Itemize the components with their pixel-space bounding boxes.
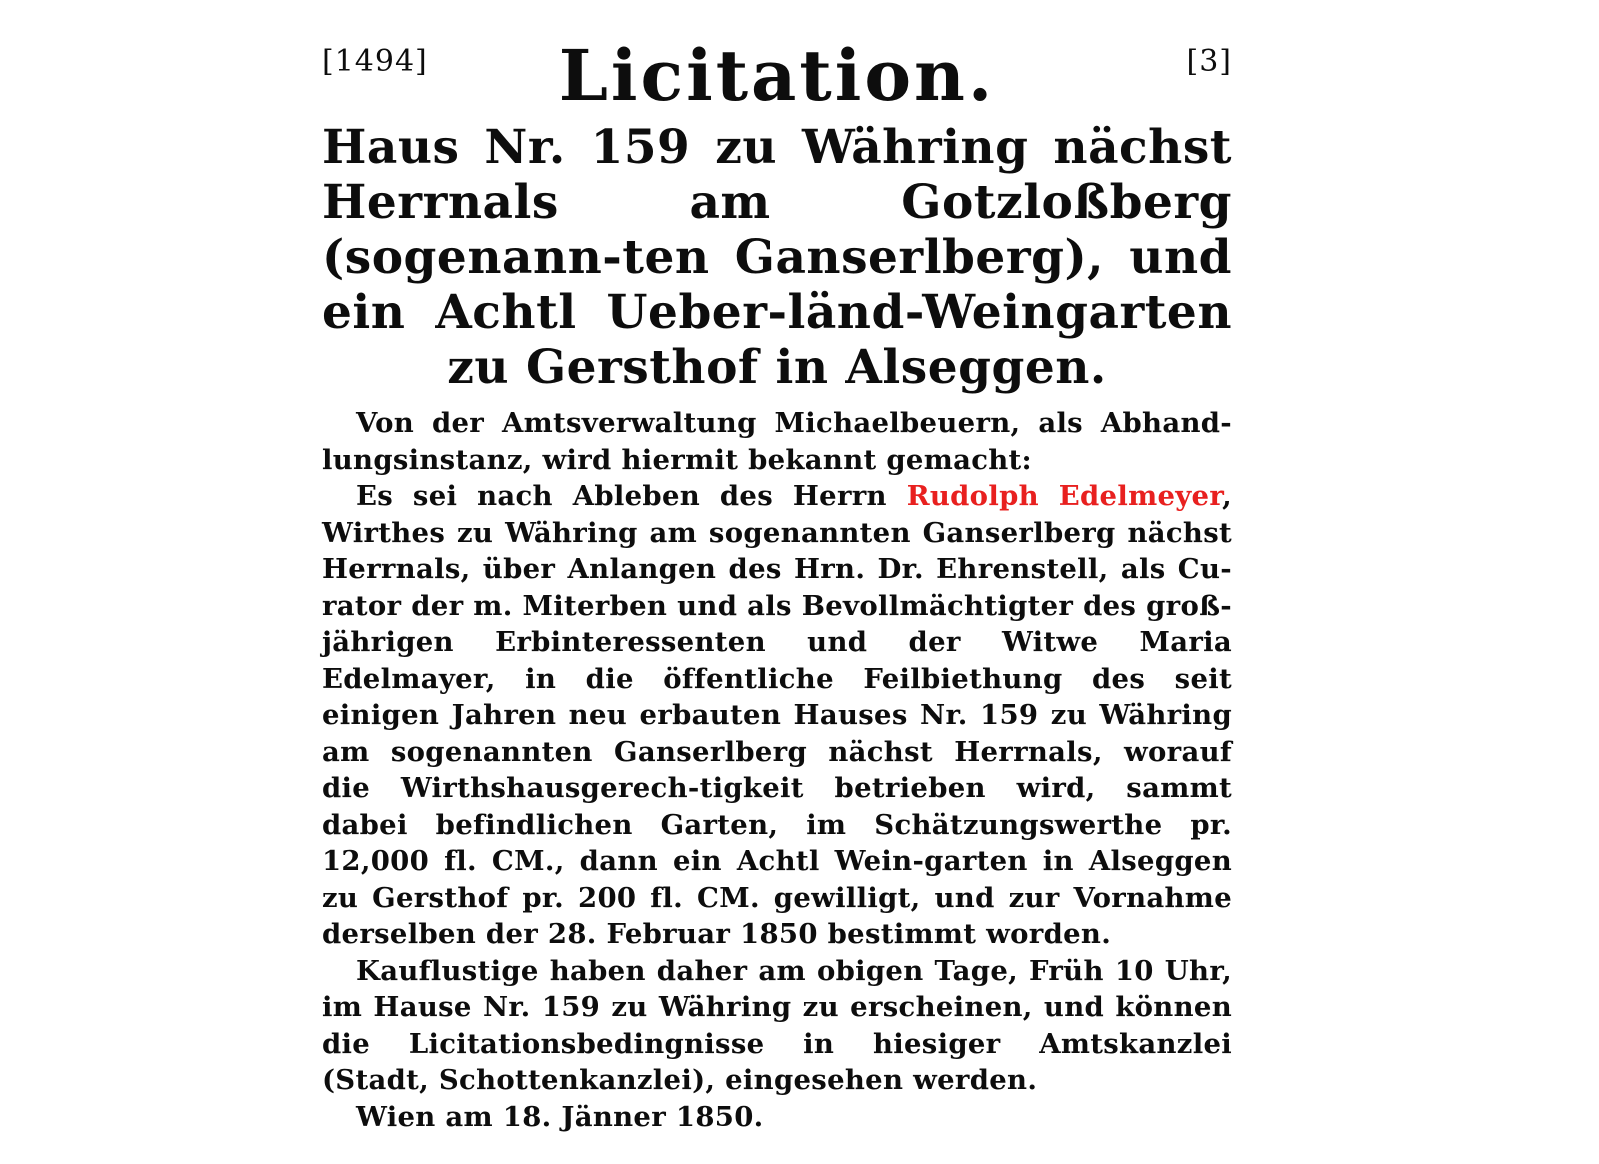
paragraph-text-rest: , Wirthes zu Währing am sogenannten Ganserlberg nächst Herrnals, über Anlangen des Hrn. Dr. Ehrenstell, als Cu-rator der m. Miterben und als Bevollmächtigter des groß-jährigen Erbinteressenten und der Witwe Maria Edelmayer, in die öffentliche Feilbiethung des seit einigen Jahren neu erbauten Hauses Nr. 159 zu Währing am sogenannten Ganserlberg nächst Herrnals, worauf die Wirthshausgerech-tigkeit betrieben wird, sammt dabei befindlichen Garten, im Schätzungswerthe pr. 12,000 fl. CM., dann ein Achtl Wein-garten in Alseggen zu Gersthof pr. 200 fl. CM. gewilligt, und zur Vornahme derselben der 28. Februar 1850 bestimmt worden. bbox=[322, 480, 1233, 950]
intro-paragraph: Von der Amtsverwaltung Michaelbeuern, als Abhand-lungsinstanz, wird hiermit bekannt gemacht: bbox=[322, 407, 1232, 476]
notice-headline: Haus Nr. 159 zu Währing nächst Herrnals am Gotzloßberg (sogenann-ten Ganserlberg), und ein Achtl Ueber-länd-Weingarten zu Gersthof in Alseggen. bbox=[322, 120, 1232, 395]
notice-number: [1494] bbox=[322, 44, 428, 79]
paragraph-text-start: Es sei nach Ableben des Herrn bbox=[356, 480, 887, 512]
insertion-count: [3] bbox=[1186, 44, 1232, 79]
header-row bbox=[322, 34, 1232, 117]
highlighted-name: Rudolph Edelmeyer bbox=[906, 480, 1223, 512]
auction-paragraph bbox=[322, 478, 1232, 953]
buyers-paragraph: Kauflustige haben daher am obigen Tage, Früh 10 Uhr, im Hause Nr. 159 zu Währing zu erscheinen, und können die Licitationsbedingnisse in hiesiger Amtskanzlei (Stadt, Schottenkanzlei), eingesehen werden. bbox=[322, 954, 1232, 1096]
notice-title: Licitation. bbox=[558, 34, 996, 117]
newspaper-clipping bbox=[322, 34, 1233, 1135]
place-date-signoff: Wien am 18. Jänner 1850. bbox=[356, 1100, 764, 1133]
notice-body bbox=[322, 405, 1232, 1135]
